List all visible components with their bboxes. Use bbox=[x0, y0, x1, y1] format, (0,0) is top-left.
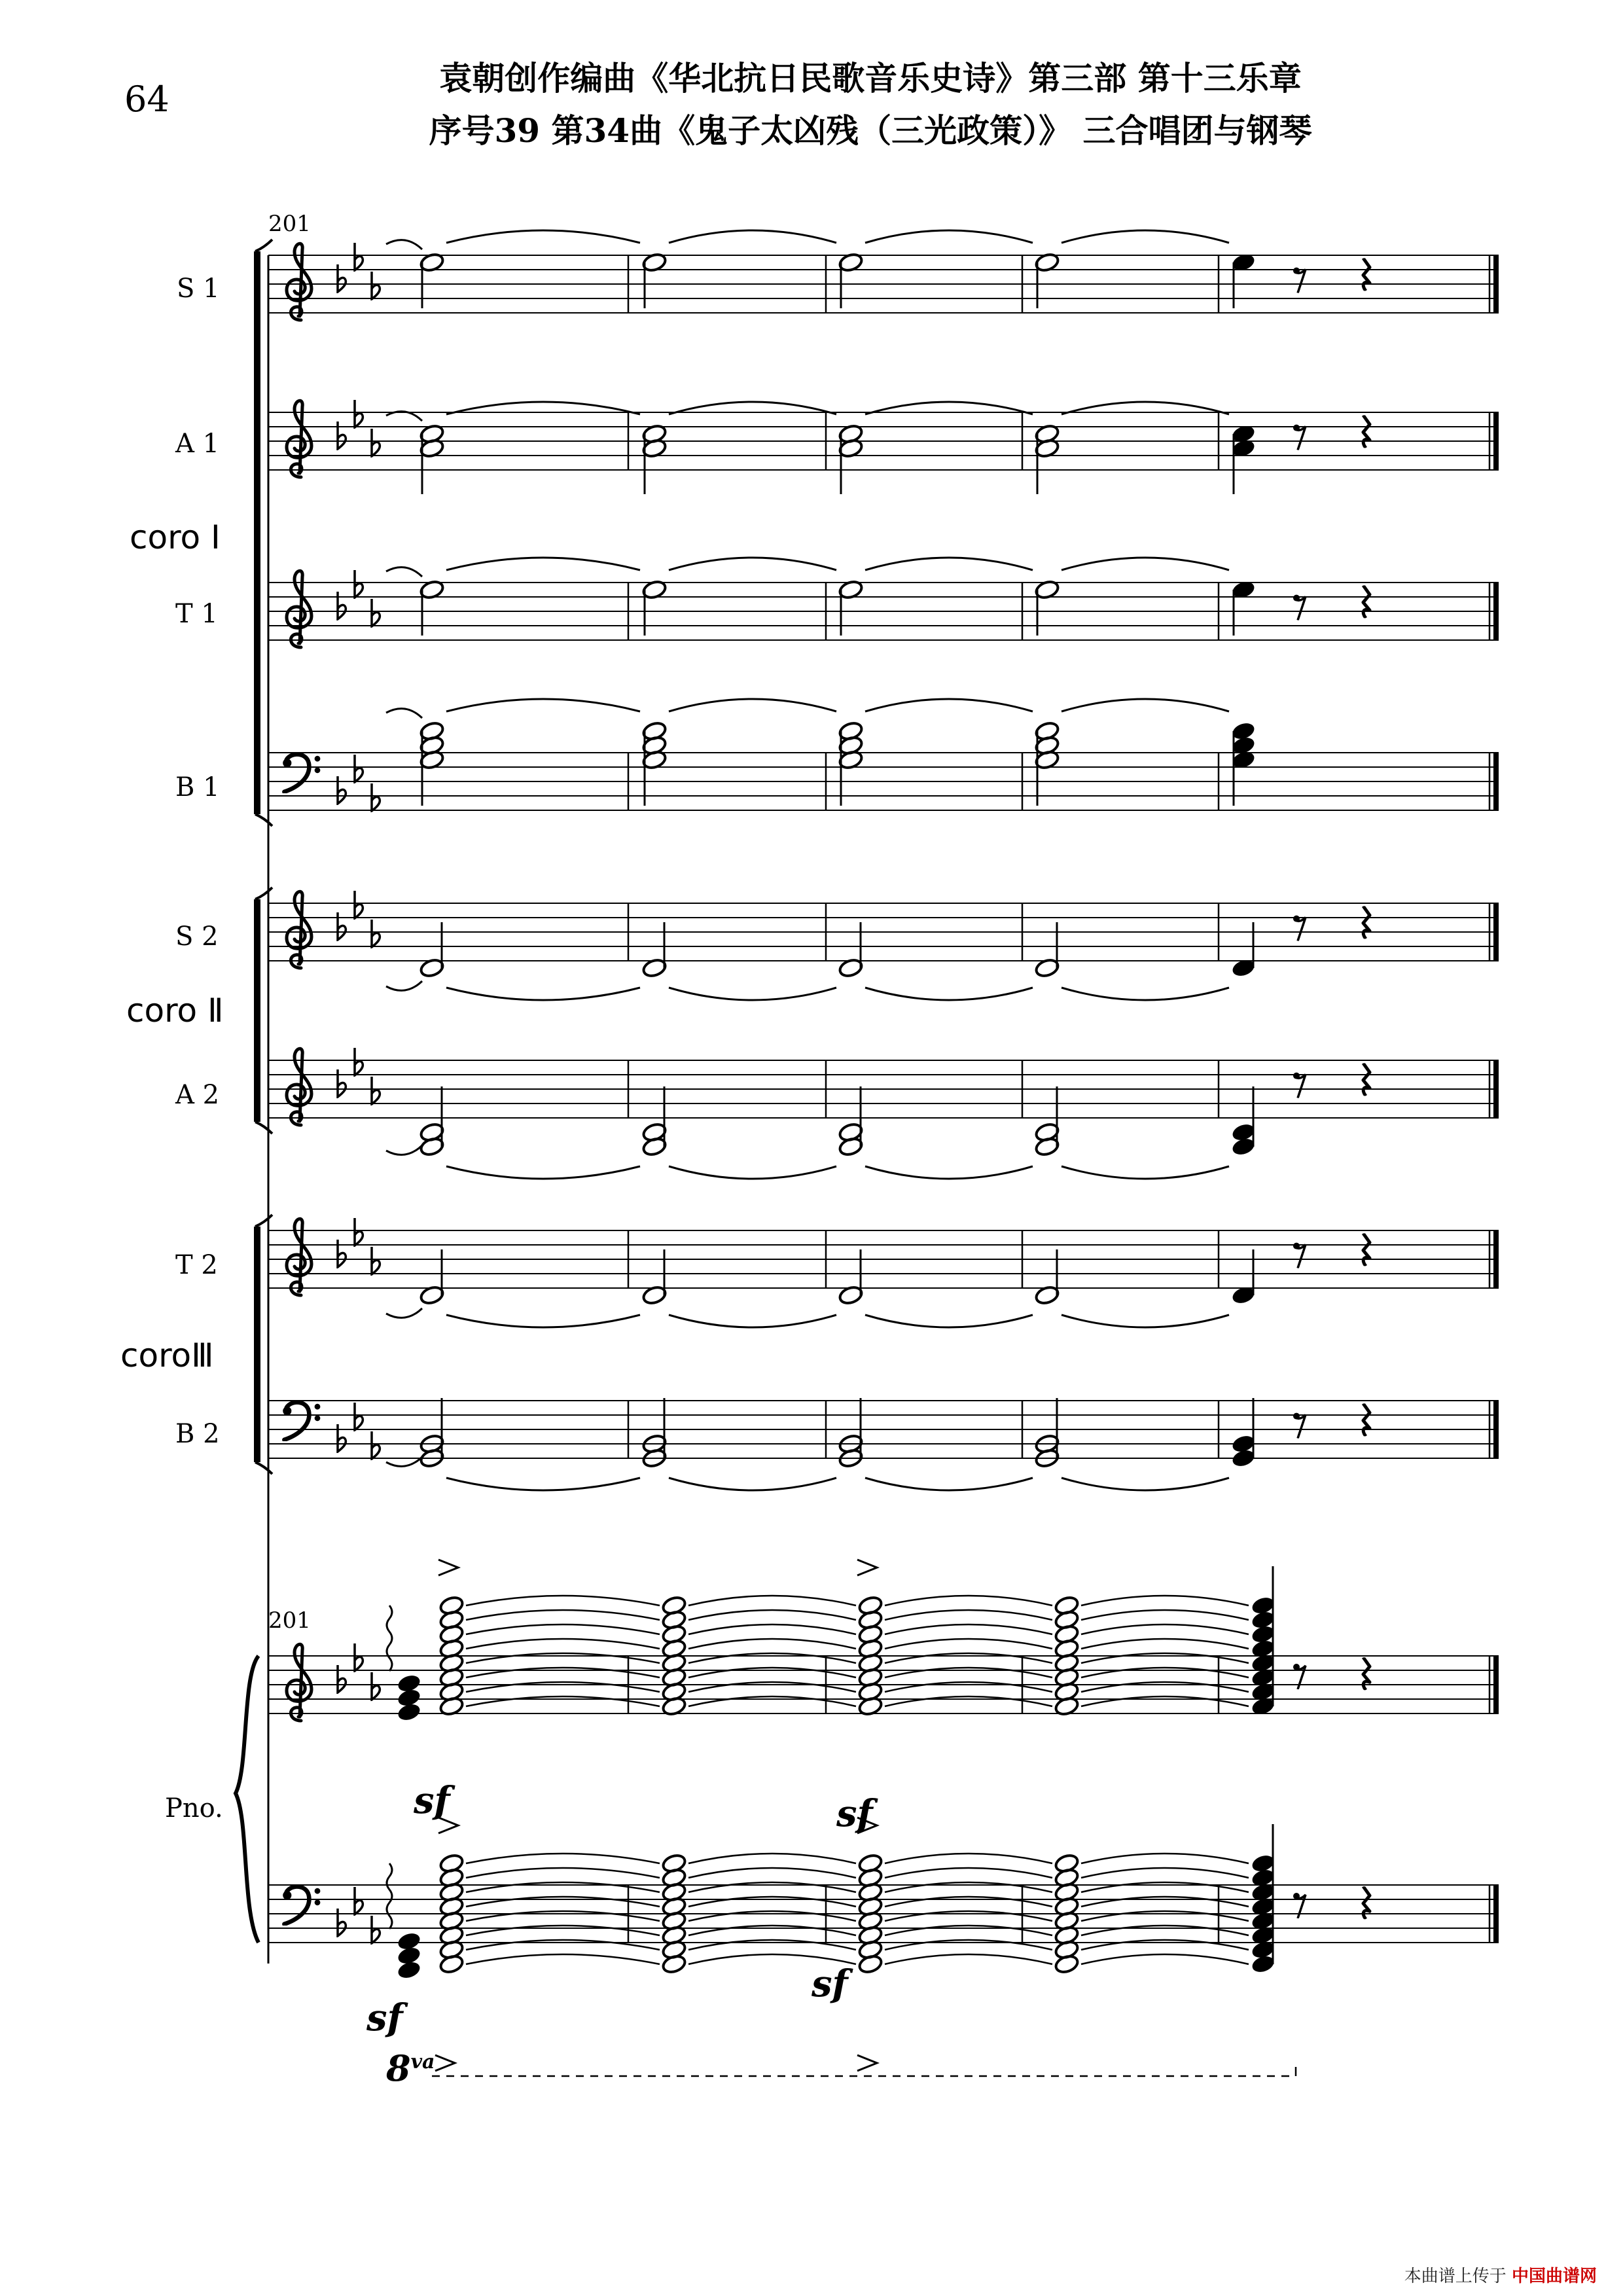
footer-text: 本曲谱上传于 bbox=[1404, 2267, 1507, 2286]
pno-tie-plh-m3-7 bbox=[1081, 1954, 1249, 1964]
pno-tie-plh-m1-6 bbox=[688, 1940, 856, 1950]
tie-s2-m1 bbox=[669, 988, 836, 1000]
final-barline-thick-prh bbox=[1493, 1656, 1499, 1713]
pno-tie-plh-m1-5 bbox=[688, 1926, 856, 1935]
tie-in-b1 bbox=[386, 709, 422, 718]
flat-prh-2 bbox=[372, 1672, 380, 1700]
octave-marking: $8^{va}$ bbox=[386, 2047, 435, 2089]
staff-label-b1: B 1 bbox=[175, 772, 220, 802]
flat-t2-0 bbox=[338, 1240, 346, 1267]
pno-tie-prh-m0-5 bbox=[466, 1668, 660, 1677]
pno-tie-plh-m2-0 bbox=[885, 1854, 1052, 1863]
staff-label-t1: T 1 bbox=[175, 599, 218, 629]
tie-t2-m0 bbox=[446, 1315, 640, 1327]
arpeggio-prh bbox=[387, 1605, 392, 1671]
tie-a2-m2 bbox=[865, 1166, 1033, 1179]
tie-s1-m3 bbox=[1061, 230, 1229, 243]
pno-tie-prh-m2-3 bbox=[885, 1639, 1052, 1649]
tie-in-t1 bbox=[386, 567, 422, 577]
flat-t1-0 bbox=[338, 592, 346, 619]
pno-tie-prh-m1-7 bbox=[688, 1696, 856, 1706]
pno-tie-plh-m1-3 bbox=[688, 1897, 856, 1907]
page-number: 64 bbox=[124, 79, 169, 120]
pno-tie-prh-m3-5 bbox=[1081, 1668, 1249, 1677]
eighth-rest-t1 bbox=[1293, 595, 1306, 620]
flat-s2-2 bbox=[372, 920, 380, 947]
pno-eighth-rest-plh bbox=[1293, 1893, 1306, 1918]
pno-tie-plh-m3-6 bbox=[1081, 1940, 1249, 1950]
flat-b2-2 bbox=[372, 1431, 380, 1459]
pno-tie-prh-m1-0 bbox=[688, 1596, 856, 1605]
tie-b2-m1 bbox=[669, 1478, 836, 1490]
eighth-rest-a1 bbox=[1293, 425, 1306, 450]
pno-tie-prh-m1-3 bbox=[688, 1639, 856, 1649]
pno-tie-prh-m2-5 bbox=[885, 1668, 1052, 1677]
group-label-coro-2: coro Ⅱ bbox=[126, 992, 224, 1030]
flat-b2-1 bbox=[355, 1403, 363, 1430]
pno-tie-plh-m1-0 bbox=[688, 1854, 856, 1863]
staff-label-b2: B 2 bbox=[175, 1419, 220, 1449]
pno-tie-prh-m2-1 bbox=[885, 1610, 1052, 1620]
piano-brace bbox=[236, 1656, 259, 1943]
final-barline-thick-t2 bbox=[1493, 1230, 1499, 1288]
quarter-rest-t2 bbox=[1363, 1233, 1370, 1266]
final-barline-thick-s1 bbox=[1493, 255, 1499, 313]
tie-b1-m2 bbox=[865, 699, 1033, 711]
flat-t1-1 bbox=[355, 570, 363, 598]
pno-tie-plh-m0-3 bbox=[466, 1897, 660, 1907]
score-title-line-1: 袁朝创作编曲《华北抗日民歌音乐史诗》第三部 第十三乐章 bbox=[439, 59, 1302, 98]
final-barline-thick-a2 bbox=[1493, 1060, 1499, 1118]
pno-tie-plh-m0-6 bbox=[466, 1940, 660, 1950]
dynamic-sf-piano-rh-1: sf bbox=[414, 1779, 450, 1822]
tie-s1-m0 bbox=[446, 230, 640, 243]
pno-tie-prh-m1-1 bbox=[688, 1610, 856, 1620]
pno-tie-prh-m3-1 bbox=[1081, 1610, 1249, 1620]
bracket-hook-bottom-2 bbox=[255, 1462, 272, 1474]
pno-tie-plh-m0-4 bbox=[466, 1911, 660, 1921]
accent-prh-1 bbox=[438, 1560, 458, 1575]
dynamic-sf-piano-lh-1: sf bbox=[366, 1996, 403, 2039]
flat-plh-2 bbox=[372, 1916, 380, 1943]
tie-t2-m2 bbox=[865, 1315, 1033, 1327]
group-bracket-0 bbox=[254, 251, 260, 814]
pno-tie-plh-m1-2 bbox=[688, 1882, 856, 1892]
pno-tie-prh-m2-0 bbox=[885, 1596, 1052, 1605]
flat-plh-0 bbox=[338, 1909, 346, 1936]
pno-tie-plh-m2-7 bbox=[885, 1954, 1052, 1964]
tie-s2-m2 bbox=[865, 988, 1033, 1000]
pno-tie-plh-m2-3 bbox=[885, 1897, 1052, 1907]
pno-tie-plh-m3-2 bbox=[1081, 1882, 1249, 1892]
pno-tie-prh-m0-3 bbox=[466, 1639, 660, 1649]
final-barline-thick-a1 bbox=[1493, 412, 1499, 470]
flat-a1-1 bbox=[355, 400, 363, 427]
quarter-rest-b2 bbox=[1363, 1403, 1370, 1436]
tie-b1-m0 bbox=[446, 699, 640, 711]
tie-in-s1 bbox=[386, 240, 422, 249]
staff-label-s1: S 1 bbox=[177, 274, 220, 304]
staff-label-t2: T 2 bbox=[175, 1250, 218, 1280]
pno-tie-prh-m0-7 bbox=[466, 1696, 660, 1706]
tie-b2-m3 bbox=[1061, 1478, 1229, 1490]
tie-t2-m3 bbox=[1061, 1315, 1229, 1327]
final-barline-thick-b2 bbox=[1493, 1401, 1499, 1458]
tie-b2-m2 bbox=[865, 1478, 1033, 1490]
final-barline-thick-s2 bbox=[1493, 903, 1499, 961]
pno-grace-plh-2 bbox=[396, 1931, 421, 1952]
flat-b1-2 bbox=[372, 783, 380, 811]
eighth-rest-b2 bbox=[1293, 1413, 1306, 1439]
pno-tie-prh-m2-6 bbox=[885, 1682, 1052, 1692]
pno-tie-plh-m3-1 bbox=[1081, 1868, 1249, 1878]
flat-t2-2 bbox=[372, 1247, 380, 1274]
bass-clef-plh bbox=[283, 1887, 320, 1924]
quarter-rest-s1 bbox=[1363, 258, 1370, 291]
tie-s2-m3 bbox=[1061, 988, 1229, 1000]
tie-a2-m0 bbox=[446, 1166, 640, 1179]
pno-tie-plh-m0-7 bbox=[466, 1954, 660, 1964]
pno-tie-plh-m1-4 bbox=[688, 1911, 856, 1921]
pno-tie-plh-m0-2 bbox=[466, 1882, 660, 1892]
pno-tie-prh-m1-6 bbox=[688, 1682, 856, 1692]
eighth-rest-s2 bbox=[1293, 916, 1306, 941]
pno-tie-prh-m3-0 bbox=[1081, 1596, 1249, 1605]
bracket-hook-bottom-1 bbox=[255, 1122, 272, 1134]
flat-b2-0 bbox=[338, 1424, 346, 1452]
staff-label-s2: S 2 bbox=[175, 922, 219, 952]
pno-tie-prh-m3-2 bbox=[1081, 1624, 1249, 1634]
staff-label-piano: Pno. bbox=[165, 1793, 223, 1823]
tie-s2-m0 bbox=[446, 988, 640, 1000]
flat-s1-0 bbox=[338, 264, 346, 292]
tie-a2-m1 bbox=[669, 1166, 836, 1179]
pno-tie-plh-m3-0 bbox=[1081, 1854, 1249, 1863]
accent-prh-2 bbox=[857, 1560, 877, 1575]
pno-tie-plh-m2-1 bbox=[885, 1868, 1052, 1878]
bass-clef-b1 bbox=[283, 755, 320, 792]
measure-number-choir: 201 bbox=[268, 211, 311, 237]
dynamic-sf-piano-lh-2: sf bbox=[812, 1962, 848, 2005]
flat-prh-0 bbox=[338, 1665, 346, 1693]
flat-a2-2 bbox=[372, 1077, 380, 1104]
flat-plh-1 bbox=[355, 1887, 363, 1914]
flat-a1-2 bbox=[372, 429, 380, 456]
flat-prh-1 bbox=[355, 1643, 363, 1671]
flat-t1-2 bbox=[372, 599, 380, 626]
pno-tie-plh-m2-2 bbox=[885, 1882, 1052, 1892]
tie-b2-m0 bbox=[446, 1478, 640, 1490]
flat-a2-0 bbox=[338, 1069, 346, 1097]
flat-a2-1 bbox=[355, 1048, 363, 1075]
staff-label-a2: A 2 bbox=[175, 1080, 220, 1110]
tie-s1-m2 bbox=[865, 230, 1033, 243]
pno-eighth-rest-prh bbox=[1293, 1664, 1306, 1689]
eighth-rest-a2 bbox=[1293, 1073, 1306, 1098]
pno-tie-prh-m2-7 bbox=[885, 1696, 1052, 1706]
pno-tie-prh-m2-4 bbox=[885, 1653, 1052, 1663]
measure-number-piano: 201 bbox=[268, 1607, 311, 1634]
tie-a2-m3 bbox=[1061, 1166, 1229, 1179]
final-barline-thick-b1 bbox=[1493, 753, 1499, 810]
tie-in-s2 bbox=[386, 981, 422, 990]
flat-s1-1 bbox=[355, 243, 363, 270]
pno-tie-plh-m2-4 bbox=[885, 1911, 1052, 1921]
pno-tie-prh-m2-2 bbox=[885, 1624, 1052, 1634]
group-label-coro-3: coroⅢ bbox=[120, 1336, 214, 1374]
score-title-line-2: 序号39 第34曲《鬼子太凶残（三光政策）》 三合唱团与钢琴 bbox=[429, 111, 1312, 150]
bracket-hook-top-2 bbox=[255, 1215, 272, 1227]
pno-tie-prh-m1-4 bbox=[688, 1653, 856, 1663]
tie-s1-m1 bbox=[669, 230, 836, 243]
flat-a1-0 bbox=[338, 422, 346, 449]
pno-tie-plh-m0-0 bbox=[466, 1854, 660, 1863]
pno-tie-plh-m3-5 bbox=[1081, 1926, 1249, 1935]
bass-clef-b2 bbox=[283, 1403, 320, 1440]
pno-tie-prh-m0-0 bbox=[466, 1596, 660, 1605]
tie-t1-m1 bbox=[669, 558, 836, 570]
quarter-rest-s2 bbox=[1363, 906, 1370, 939]
eighth-rest-s1 bbox=[1293, 268, 1306, 293]
bracket-hook-top-0 bbox=[255, 240, 272, 251]
eighth-rest-t2 bbox=[1293, 1243, 1306, 1268]
quarter-rest-a2 bbox=[1363, 1063, 1370, 1096]
pno-grace-prh-2 bbox=[396, 1673, 421, 1694]
group-bracket-1 bbox=[254, 899, 260, 1122]
flat-s1-2 bbox=[372, 272, 380, 299]
arpeggio-plh bbox=[387, 1863, 392, 1929]
pno-tie-plh-m0-1 bbox=[466, 1868, 660, 1878]
tie-in-a2 bbox=[386, 1145, 422, 1155]
tie-t2-m1 bbox=[669, 1315, 836, 1327]
pno-tie-plh-m2-6 bbox=[885, 1940, 1052, 1950]
flat-t2-1 bbox=[355, 1218, 363, 1246]
pno-tie-prh-m3-4 bbox=[1081, 1653, 1249, 1663]
tie-t1-m0 bbox=[446, 558, 640, 570]
tie-in-t2 bbox=[386, 1308, 422, 1318]
pno-tie-plh-m1-1 bbox=[688, 1868, 856, 1878]
group-bracket-2 bbox=[254, 1227, 260, 1462]
flat-b1-0 bbox=[338, 776, 346, 804]
pno-tie-prh-m1-5 bbox=[688, 1668, 856, 1677]
pno-tie-prh-m1-2 bbox=[688, 1624, 856, 1634]
flat-s2-1 bbox=[355, 891, 363, 918]
bracket-hook-bottom-0 bbox=[255, 814, 272, 826]
footer-credit bbox=[1404, 2263, 1597, 2287]
pno-tie-plh-m0-5 bbox=[466, 1926, 660, 1935]
pno-tie-prh-m0-2 bbox=[466, 1624, 660, 1634]
staff-label-a1: A 1 bbox=[175, 429, 220, 459]
flat-s2-0 bbox=[338, 912, 346, 940]
footer-brand: 中国曲谱网 bbox=[1511, 2267, 1597, 2286]
pno-tie-prh-m3-3 bbox=[1081, 1639, 1249, 1649]
tie-b1-m3 bbox=[1061, 699, 1229, 711]
pno-tie-plh-m3-3 bbox=[1081, 1897, 1249, 1907]
final-barline-thick-t1 bbox=[1493, 583, 1499, 640]
pno-tie-prh-m0-4 bbox=[466, 1653, 660, 1663]
accent-8va-2 bbox=[857, 2055, 877, 2071]
group-label-coro-1: coro Ⅰ bbox=[130, 518, 221, 556]
flat-b1-1 bbox=[355, 755, 363, 782]
accent-8va-1 bbox=[435, 2055, 455, 2071]
pno-tie-plh-m3-4 bbox=[1081, 1911, 1249, 1921]
dynamic-sf-piano-rh-2: sf bbox=[836, 1792, 873, 1835]
final-barline-thick-plh bbox=[1493, 1885, 1499, 1943]
quarter-rest-a1 bbox=[1363, 415, 1370, 448]
pno-tie-plh-m2-5 bbox=[885, 1926, 1052, 1935]
pno-tie-prh-m0-6 bbox=[466, 1682, 660, 1692]
tie-t1-m2 bbox=[865, 558, 1033, 570]
tie-b1-m1 bbox=[669, 699, 836, 711]
pno-tie-prh-m3-6 bbox=[1081, 1682, 1249, 1692]
tie-t1-m3 bbox=[1061, 558, 1229, 570]
quarter-rest-t1 bbox=[1363, 585, 1370, 618]
pno-tie-prh-m3-7 bbox=[1081, 1696, 1249, 1706]
pno-tie-prh-m0-1 bbox=[466, 1610, 660, 1620]
bracket-hook-top-1 bbox=[255, 888, 272, 899]
